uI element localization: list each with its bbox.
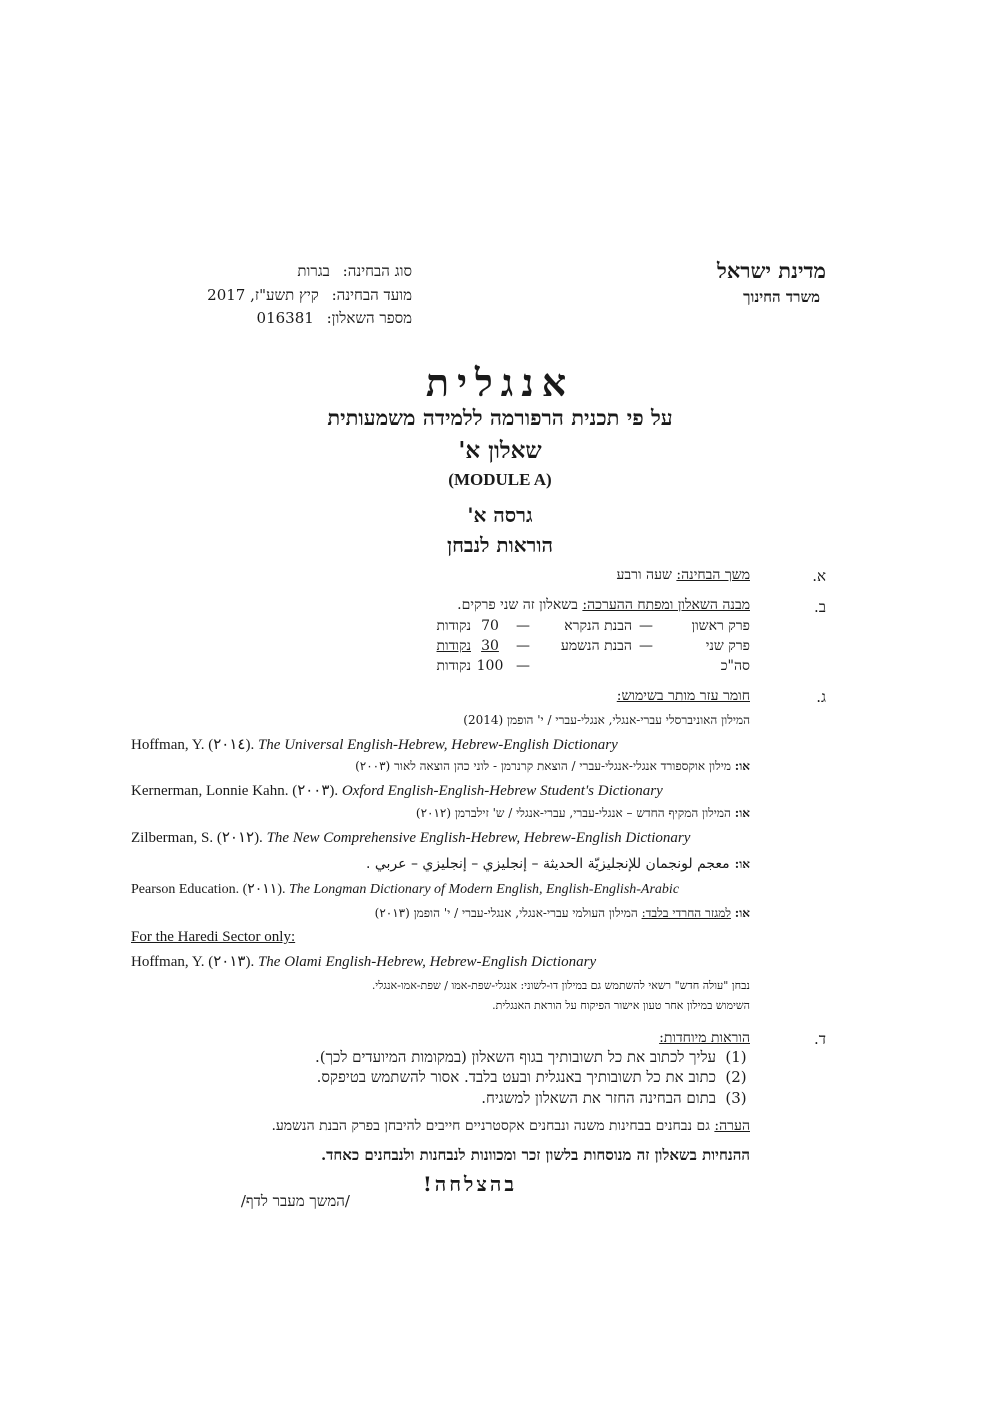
chapter-row-total [330, 658, 750, 675]
chapter-name: פרק שני [705, 638, 750, 654]
chapter-name: פרק ראשון [691, 618, 750, 634]
haredi-author: Hoffman, Y. (٢٠١٣). [131, 954, 255, 970]
chapter-dash [632, 658, 660, 675]
special-instructions-label: הוראות מיוחדות: [659, 1030, 750, 1046]
section-b-row [250, 597, 750, 614]
exam-type-label: סוג הבחינה: [342, 262, 412, 280]
dict2-hebrew: מילון אוקספורד אנגלי-אנגלי-עברי / הוצאת קרנרמן - לוני כהן הוצאה לאור (٢٠٠٣) [355, 759, 731, 773]
chapter-dash: — [516, 658, 530, 674]
paper-title: שאלון א' [458, 437, 542, 464]
dict2-author: Kernerman, Lonnie Kahn. (٢٠٠٣). [131, 783, 339, 799]
dict1-hebrew: המילון האוניברסלי עברי-אנגלי, אנגלי-עברי / י' הופמן (2014) [463, 713, 750, 727]
module-label: (MODULE A) [448, 470, 552, 489]
haredi-english [131, 952, 851, 971]
dict3-hebrew: המילון המקיף החדש – אנגלי-עברי, עברי-אנגלי / ש' זילברמן (٢٠١٢) [415, 806, 731, 820]
note-label: הערה: [714, 1118, 750, 1134]
dict4-arabic-row [190, 853, 750, 872]
exam-type-value: בגרות [297, 262, 330, 280]
chapter-topic: הבנת הנשמע [560, 638, 632, 654]
or-label: או: [734, 806, 750, 820]
instruction-text: עליך לכתוב את כל תשובותיך בגוף השאלון (במקומות המיועדים לכך). [315, 1048, 716, 1066]
haredi-title: The Olami English-Hebrew, Hebrew-English Dictionary [257, 954, 597, 970]
haredi-english-label: For the Haredi Sector only: [131, 929, 296, 945]
section-c-letter: ג. [816, 688, 826, 706]
version-label: גרסה א' [467, 503, 533, 527]
chapter-dash: — [639, 638, 653, 654]
ministry-of-education-heading: משרד החינוך [743, 288, 820, 306]
instruction-item-1 [196, 1048, 756, 1067]
chapter-row-1 [330, 618, 750, 635]
duration-label: משך הבחינה: [676, 567, 750, 583]
dict1-english [131, 735, 851, 754]
dict3-author: Zilberman, S. (٢٠١٢). [131, 830, 263, 846]
chapter-dash: — [516, 638, 530, 654]
aids-label: חומר עזר מותר בשימוש: [616, 688, 750, 704]
paper-number-row [112, 309, 412, 328]
state-of-israel-heading: מדינת ישראל [717, 258, 826, 283]
chapter-points: 70 [481, 618, 499, 634]
chapter-topic: הבנת הנקרא [564, 618, 632, 634]
dict2-hebrew-row [190, 759, 750, 774]
section-d-letter: ד. [814, 1030, 826, 1048]
chapter-dash: — [639, 618, 653, 634]
haredi-label: למגזר החרדי בלבד: [641, 906, 731, 920]
dict3-title: The New Comprehensive English-Hebrew, Hebrew-English Dictionary [266, 830, 691, 846]
instruction-item-3 [196, 1089, 756, 1108]
section-b-letter: ב. [814, 598, 826, 616]
other-dictionary-note: השימוש במילון אחר טעון אישור הפיקוח על הוראת האנגלית. [492, 999, 750, 1012]
exam-date-value: קיץ תשע"ז, 2017 [207, 286, 319, 304]
reform-subtitle: על פי תכנית הרפורמה ללמידה משמעותית [327, 405, 673, 430]
chapter-points-unit: נקודות [436, 618, 471, 634]
chapter-dash: — [516, 618, 530, 634]
subject-title: אנגלית [425, 360, 575, 405]
dict3-english [131, 828, 871, 847]
dict4-english [131, 881, 871, 898]
exam-type-row [112, 262, 412, 281]
structure-value: בשאלון זה שני פרקים. [457, 597, 578, 613]
chapter-points-unit: נקודות [436, 638, 471, 654]
or-label: או: [734, 759, 750, 773]
instruction-number: (2) [725, 1068, 747, 1086]
dict1-author: Hoffman, Y. (٢٠١٤). [131, 737, 255, 753]
section-a-letter: א. [812, 567, 826, 585]
chapter-topic [537, 658, 632, 675]
or-label: או: [734, 906, 750, 920]
gender-note: ההנחיות בשאלון זה מנוסחות בלשון זכר ומכוונות לנבחנות ולנבחנים כאחד. [320, 1146, 750, 1164]
instruction-number: (3) [725, 1089, 747, 1107]
instruction-number: (1) [725, 1048, 747, 1066]
total-points: 100 [476, 658, 504, 674]
instructions-title: הוראות לנבחן [447, 533, 553, 557]
dict3-hebrew-row [190, 806, 750, 821]
chapter-points: 30 [481, 638, 499, 654]
exam-date-row [112, 286, 412, 305]
good-luck-text: בהצלחה! [422, 1172, 518, 1196]
dict2-english [131, 781, 851, 800]
total-points-unit: נקודות [436, 658, 471, 674]
duration-value: שעה ורבע [616, 567, 672, 583]
total-label: סה"כ [720, 658, 750, 674]
new-immigrant-note: נבחן "עולה חדש" רשאי להשתמש גם במילון דו-לשוני: אנגלי-שפת-אמו / שפת-אמו-אנגלי. [371, 979, 750, 992]
dict4-title: The Longman Dictionary of Modern English, English-English-Arabic [289, 882, 680, 897]
note-row [150, 1118, 750, 1135]
note-text: גם נבחנים בבחינות משנה ונבחנים אקסטרניים חייבים להיבחן בפרק הבנת הנשמע. [271, 1118, 710, 1134]
haredi-hebrew-row [190, 906, 750, 921]
exam-date-label: מועד הבחינה: [331, 286, 412, 304]
dict4-author: Pearson Education. (٢٠١١). [131, 882, 286, 897]
instruction-text: בתום הבחינה החזר את השאלון למשגיח. [481, 1089, 716, 1107]
dict4-arabic: معجم لونجمان للإنجليزيّة الحديثة – إنجليزي – إنجليزي – عربي . [365, 856, 730, 872]
haredi-dict-hebrew: המילון העולמי עברי-אנגלי, אנגלי-עברי / י' הופמן (٢٠١٣) [374, 906, 638, 920]
instruction-item-2 [196, 1068, 756, 1087]
dict1-title: The Universal English-Hebrew, Hebrew-English Dictionary [257, 737, 618, 753]
instruction-text: כתוב את כל תשובותיך באנגלית ובעט בלבד. אסור להשתמש בטיפקס. [316, 1068, 716, 1086]
continue-next-page: /המשך מעבר לדף/ [240, 1192, 350, 1210]
chapter-row-2 [330, 638, 750, 655]
dict2-title: Oxford English-English-Hebrew Student's Dictionary [341, 783, 663, 799]
structure-label: מבנה השאלון ומפתח ההערכה: [582, 597, 750, 613]
paper-number-value: 016381 [256, 309, 314, 327]
or-label: או: [734, 857, 750, 871]
paper-number-label: מספר השאלון: [326, 309, 412, 327]
section-a-row [250, 567, 750, 584]
